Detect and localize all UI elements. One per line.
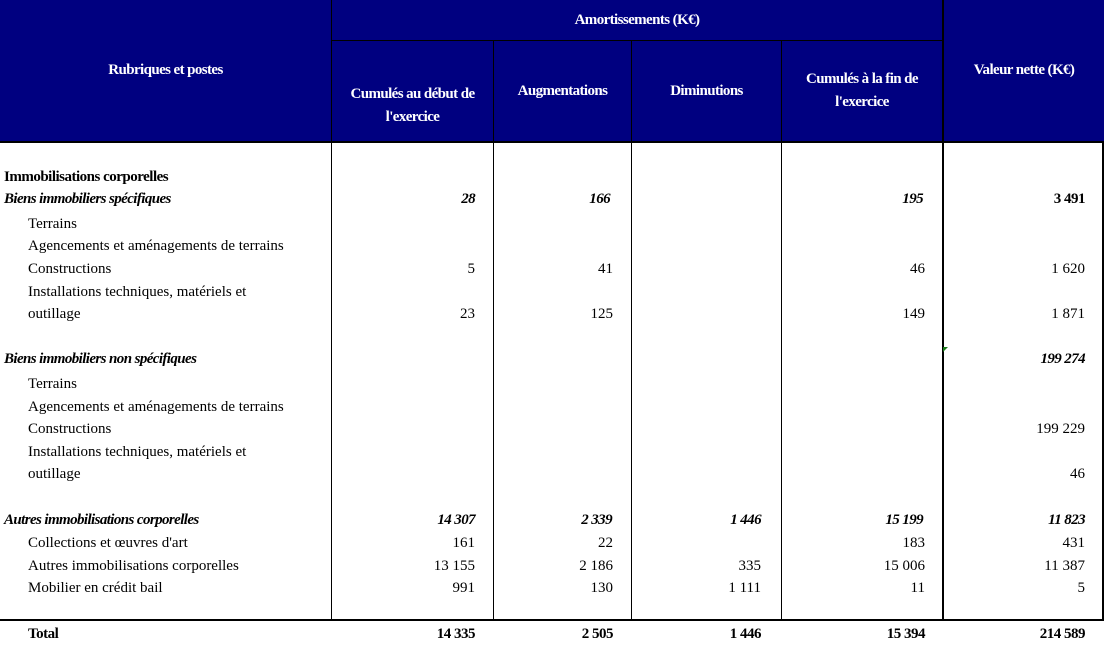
group-label: Autres immobilisations corporelles	[4, 512, 199, 528]
total-diminutions: 1 446	[729, 626, 761, 642]
total-valeur-nette: 214 589	[1039, 626, 1085, 642]
cell-fin: 46	[910, 261, 925, 277]
row-label: Installations techniques, matériels et	[28, 444, 247, 460]
row-label: Agencements et aménagements de terrains	[28, 399, 284, 415]
cell-valeur-nette: 199 229	[1036, 421, 1085, 437]
cell-valeur-nette: 431	[1062, 535, 1085, 551]
group-label: Biens immobiliers spécifiques	[4, 191, 171, 207]
total-fin: 15 394	[886, 626, 925, 642]
cell-valeur-nette: 11 823	[1048, 512, 1085, 528]
header-debut	[331, 40, 493, 141]
row-label: Terrains	[28, 376, 77, 392]
cell-debut: 13 155	[433, 558, 475, 574]
cell-fin: 149	[902, 306, 925, 322]
row-label: Constructions	[28, 421, 112, 437]
cell-valeur-nette: 1 871	[1051, 306, 1085, 322]
header-augmentations-label: Augmentations	[517, 82, 608, 99]
cell-debut: 991	[452, 580, 475, 596]
header-amortissements-label: Amortissements (K€)	[574, 11, 700, 28]
cell-valeur-nette: 5	[1077, 580, 1085, 596]
cell-fin: 11	[910, 580, 925, 596]
row-label: Agencements et aménagements de terrains	[28, 238, 284, 254]
cell-augmentations: 2 339	[581, 512, 612, 528]
section-title: Immobilisations corporelles	[4, 169, 169, 185]
group-label: Biens immobiliers non spécifiques	[4, 351, 197, 367]
cell-debut: 23	[460, 306, 475, 322]
header-bottom-rule	[0, 141, 1104, 143]
cell-valeur-nette: 199 274	[1040, 351, 1085, 367]
cell-diminutions: 1 111	[728, 580, 761, 596]
row-label: Installations techniques, matériels et	[28, 284, 247, 300]
header-fin	[781, 40, 942, 141]
cell-augmentations: 41	[598, 261, 613, 277]
total-debut: 14 335	[436, 626, 475, 642]
header-diminutions	[631, 40, 781, 141]
header-debut-label: Cumulés au début de l'exercice	[350, 86, 475, 125]
total-augmentations: 2 505	[581, 626, 613, 642]
cell-debut: 161	[452, 535, 475, 551]
row-label: Collections et œuvres d'art	[28, 535, 188, 551]
cell-diminutions: 335	[738, 558, 761, 574]
row-label-cont: outillage	[28, 306, 81, 322]
cell-debut: 14 307	[437, 512, 475, 528]
header-rubriques	[0, 0, 331, 141]
cell-augmentations: 130	[590, 580, 613, 596]
row-label-cont: outillage	[28, 466, 81, 482]
header-rubriques-label: Rubriques et postes	[108, 62, 223, 78]
header-fin-label: Cumulés à la fin de l'exercice	[806, 71, 918, 110]
header-diminutions-label: Diminutions	[670, 82, 743, 99]
col-divider-4	[781, 141, 782, 620]
col-divider-3	[631, 141, 632, 620]
cell-valeur-nette: 1 620	[1051, 261, 1085, 277]
total-label: Total	[28, 626, 59, 642]
header-amortissements-group	[331, 0, 942, 40]
row-label: Autres immobilisations corporelles	[28, 558, 239, 574]
cell-augmentations: 166	[589, 191, 610, 207]
cell-augmentations: 125	[590, 306, 613, 322]
cell-valeur-nette: 46	[1070, 466, 1085, 482]
col-divider-5	[942, 141, 944, 620]
cell-augmentations: 22	[598, 535, 613, 551]
col-divider-2	[493, 141, 494, 620]
cell-debut: 28	[461, 191, 475, 207]
row-label: Constructions	[28, 261, 112, 277]
total-top-rule	[0, 619, 1104, 621]
cell-fin: 183	[902, 535, 925, 551]
header-augmentations	[493, 40, 631, 141]
header-valeur-nette	[942, 0, 1104, 141]
cell-valeur-nette: 11 387	[1044, 558, 1085, 574]
cell-debut: 5	[467, 261, 475, 277]
cell-augmentations: 2 186	[579, 558, 613, 574]
cell-fin: 15 006	[883, 558, 925, 574]
header-valeur-nette-label: Valeur nette (K€)	[973, 62, 1075, 78]
cell-valeur-nette: 3 491	[1053, 191, 1085, 207]
cell-diminutions: 1 446	[730, 512, 761, 528]
cell-fin: 15 199	[885, 512, 923, 528]
col-divider-1	[331, 141, 332, 620]
row-label: Mobilier en crédit bail	[28, 580, 163, 596]
row-label: Terrains	[28, 216, 77, 232]
cell-fin: 195	[902, 191, 923, 207]
